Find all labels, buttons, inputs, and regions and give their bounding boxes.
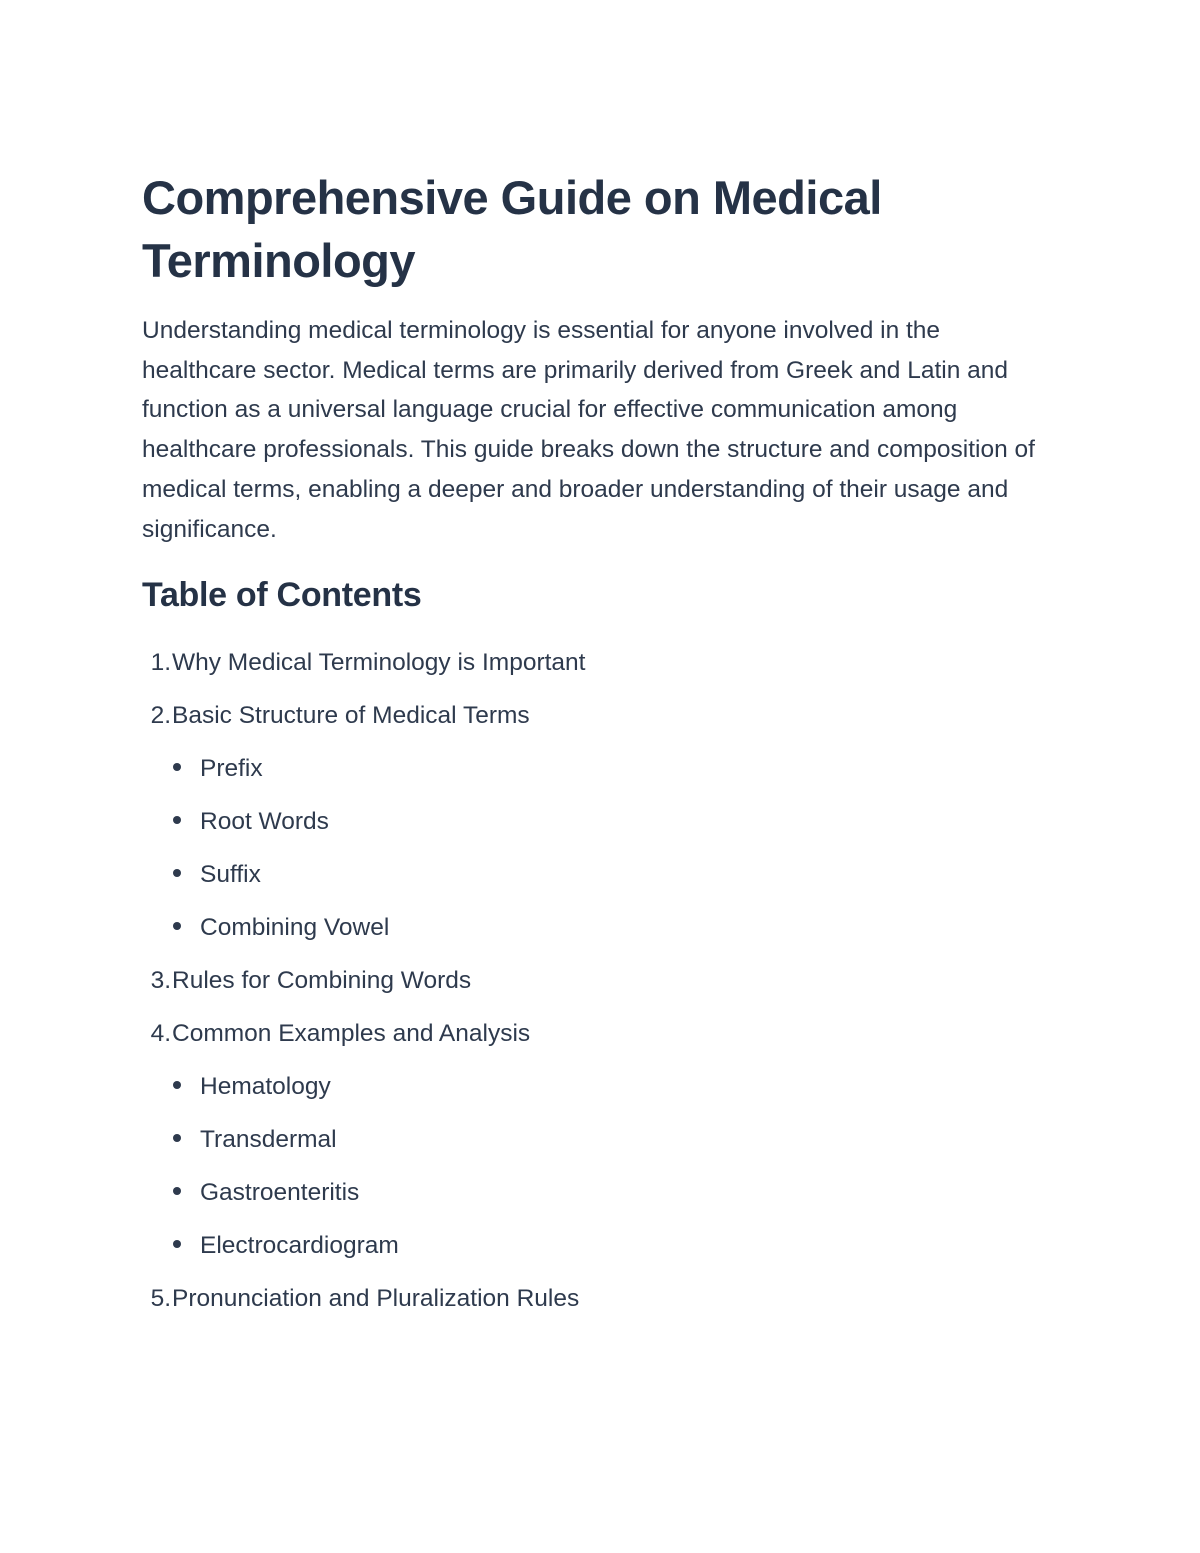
bullet-icon	[173, 1240, 181, 1248]
toc-sub-item[interactable]	[142, 748, 1042, 801]
toc-sub-item-label: Root Words	[200, 808, 329, 835]
toc-entry	[142, 1278, 1042, 1331]
toc-sub-item-label: Gastroenteritis	[200, 1179, 360, 1206]
toc-sub-item[interactable]	[142, 907, 1042, 960]
bullet-icon	[173, 816, 181, 824]
toc-entry	[142, 960, 1042, 1013]
bullet-icon	[173, 1081, 181, 1089]
page-title: Comprehensive Guide on Medical Terminology	[142, 171, 882, 287]
toc-entry	[142, 695, 1042, 960]
toc-entry	[142, 1013, 1042, 1278]
toc-sub-list	[142, 1066, 1042, 1278]
toc-sub-item[interactable]	[142, 1066, 1042, 1119]
toc-sub-item-label: Combining Vowel	[200, 914, 390, 941]
toc-sub-item[interactable]	[142, 1225, 1042, 1278]
toc-entry	[142, 642, 1042, 695]
bullet-icon	[173, 922, 181, 930]
toc-sub-list	[142, 748, 1042, 960]
toc-item[interactable]	[142, 642, 1042, 695]
toc-sub-item-label: Electrocardiogram	[200, 1232, 399, 1259]
toc-item-label: Basic Structure of Medical Terms	[172, 702, 530, 729]
toc-sub-item-label: Transdermal	[200, 1126, 337, 1153]
table-of-contents	[142, 642, 1042, 1331]
bullet-icon	[173, 1134, 181, 1142]
toc-heading: Table of Contents	[142, 576, 422, 614]
bullet-icon	[173, 763, 181, 771]
toc-item[interactable]	[142, 1013, 1042, 1066]
toc-sub-item[interactable]	[142, 1119, 1042, 1172]
toc-sub-item-label: Prefix	[200, 755, 263, 782]
toc-item[interactable]	[142, 1278, 1042, 1331]
toc-sub-item-label: Suffix	[200, 861, 261, 888]
toc-item-number: 2.	[150, 702, 171, 729]
toc-sub-item[interactable]	[142, 1172, 1042, 1225]
toc-sub-item[interactable]	[142, 854, 1042, 907]
toc-item-label: Pronunciation and Pluralization Rules	[172, 1285, 580, 1312]
toc-item[interactable]	[142, 695, 1042, 748]
toc-item-label: Common Examples and Analysis	[172, 1020, 531, 1047]
toc-item-label: Rules for Combining Words	[172, 967, 472, 994]
toc-item-label: Why Medical Terminology is Important	[172, 649, 586, 676]
toc-sub-item-label: Hematology	[200, 1073, 331, 1100]
bullet-icon	[173, 869, 181, 877]
toc-item-number: 4.	[150, 1020, 171, 1047]
bullet-icon	[173, 1187, 181, 1195]
intro-paragraph: Understanding medical terminology is essential for anyone involved in the healthcare sector. Medical terms are primarily derived from Greek and Latin and function as a universal language crucial for effective communication among healthcare professionals. This guide breaks down the structure and composition of medical terms, enabling a deeper and broader understanding of their usage and significance.	[142, 317, 1035, 543]
toc-item-number: 1.	[150, 649, 171, 676]
toc-sub-item[interactable]	[142, 801, 1042, 854]
toc-item-number: 3.	[150, 967, 171, 994]
toc-item[interactable]	[142, 960, 1042, 1013]
toc-item-number: 5.	[150, 1285, 171, 1312]
